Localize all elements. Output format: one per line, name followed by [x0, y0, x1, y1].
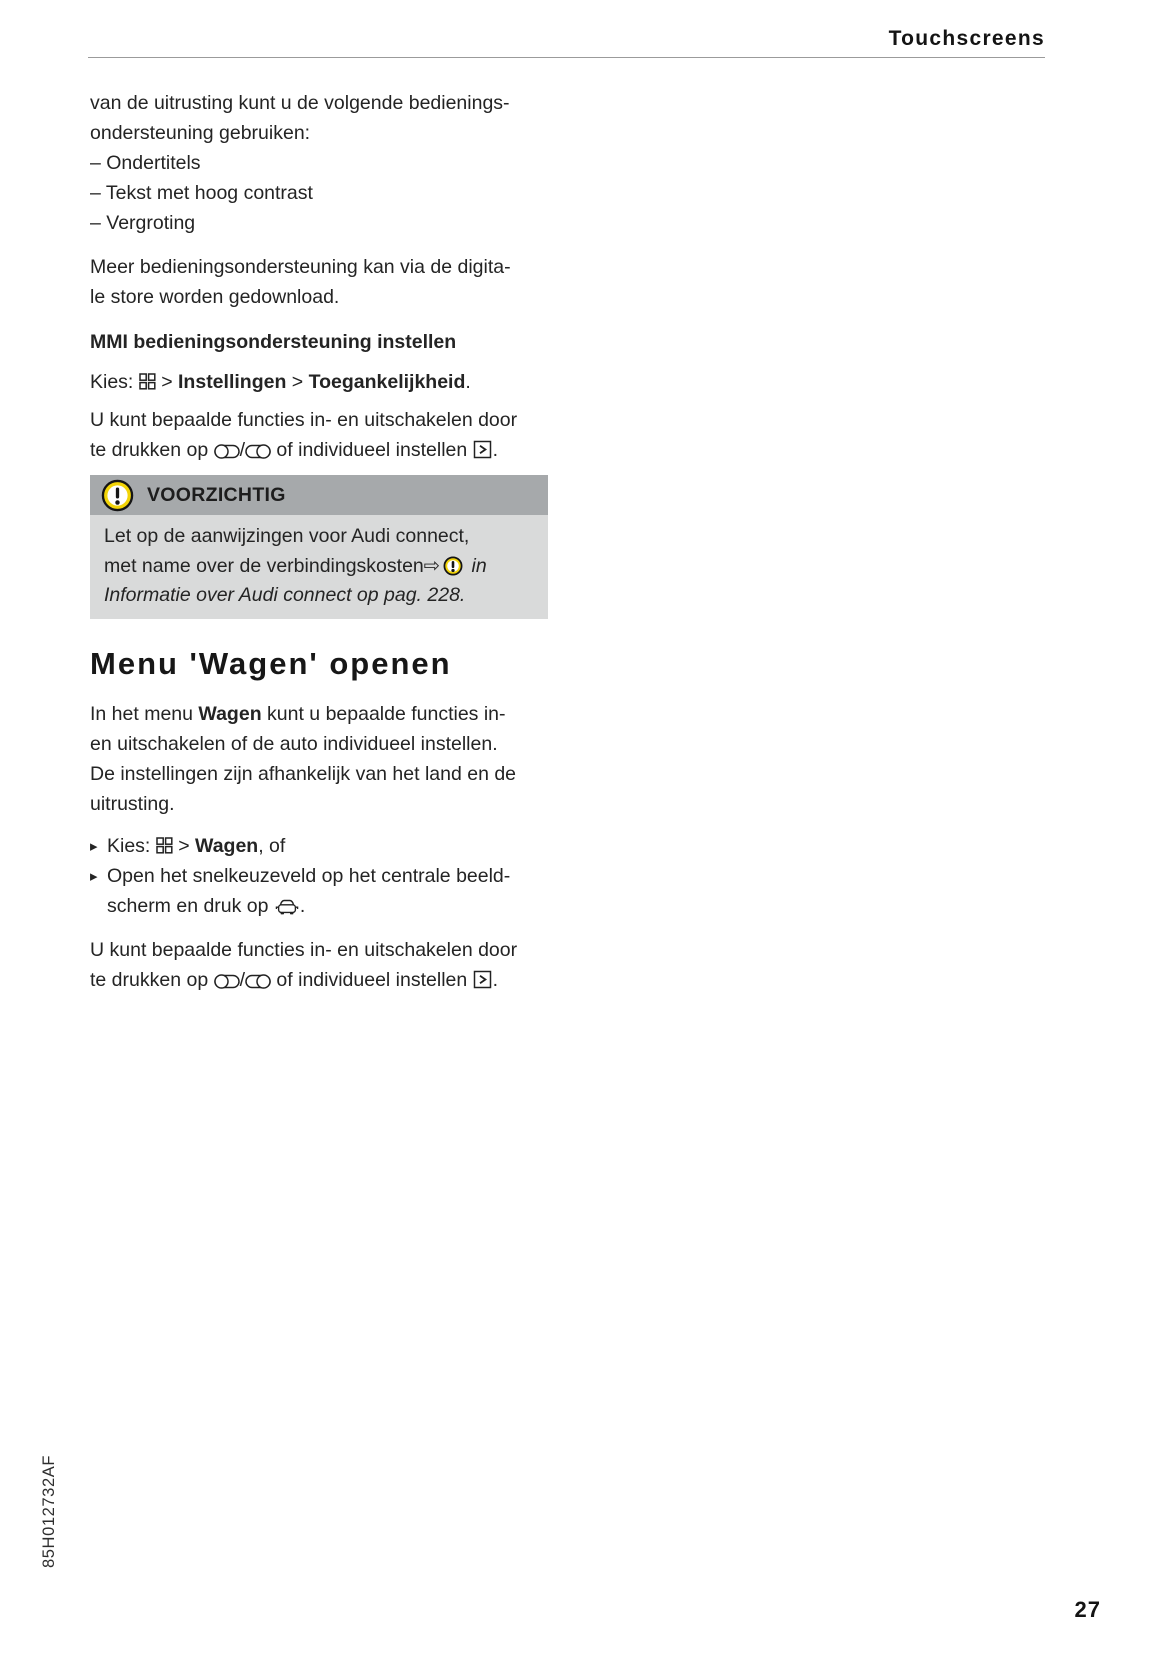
text-segment: In het menu	[90, 703, 199, 725]
toggle-knob-left-icon	[214, 974, 240, 989]
body-line: U kunt bepaalde functies in- en uitschakelen door	[90, 939, 518, 961]
body-line: van de uitrusting kunt u de volgende bedienings-	[90, 92, 510, 114]
wagen-paragraph	[90, 699, 552, 819]
body-line-with-icons	[90, 965, 552, 995]
caution-header	[90, 475, 548, 515]
section-heading-wagen: Menu 'Wagen' openen	[90, 646, 452, 681]
download-paragraph	[90, 252, 552, 312]
kies-instruction	[90, 367, 552, 397]
period: .	[299, 895, 306, 917]
page-number: 27	[1074, 1597, 1101, 1622]
action-list	[90, 831, 552, 921]
chevron-box-icon	[473, 440, 493, 460]
chevron-box-icon	[473, 970, 493, 990]
menu-grid-icon	[139, 373, 156, 390]
slash: /	[239, 969, 246, 991]
menu-grid-icon	[156, 837, 173, 854]
text-segment: Kies:	[107, 835, 156, 857]
toggle-knob-left-icon	[214, 444, 240, 459]
body-line-with-icons	[107, 831, 552, 861]
toggle-knob-right-icon	[245, 444, 271, 459]
body-line: en uitschakelen of de auto individueel instellen.	[90, 733, 498, 755]
header-divider	[88, 57, 1045, 58]
triangle-bullet-icon: ▸	[90, 837, 98, 855]
reference-text: in	[466, 555, 487, 577]
body-line	[90, 699, 552, 729]
kies-prefix: Kies:	[90, 371, 139, 393]
caution-line: Let op de aanwijzingen voor Audi connect,	[104, 525, 470, 547]
caution-line-with-ref	[104, 551, 534, 581]
body-line-with-icons	[90, 435, 552, 465]
separator: >	[172, 835, 196, 857]
menu-item-instellingen: Instellingen	[178, 371, 287, 393]
menu-name-wagen: Wagen	[198, 703, 262, 725]
document-code: 85H012732AF	[40, 1454, 58, 1568]
body-line: uitrusting.	[90, 793, 175, 815]
body-line: ondersteuning gebruiken:	[90, 122, 311, 144]
menu-item-wagen: Wagen	[195, 835, 259, 857]
period: .	[492, 969, 499, 991]
main-column	[90, 88, 552, 995]
body-line-with-icons	[107, 891, 552, 921]
list-item: – Tekst met hoog contrast	[90, 182, 313, 204]
text-segment: scherm en druk op	[107, 895, 274, 917]
action-item-kies	[90, 831, 552, 861]
page-title: Touchscreens	[888, 27, 1045, 50]
menu-item-toegankelijkheid: Toegankelijkheid	[308, 371, 466, 393]
text-segment: met name over de verbindingskosten	[104, 555, 424, 577]
separator: >	[155, 371, 179, 393]
body-line: Open het snelkeuzeveld op het centrale beeld-	[107, 865, 511, 887]
body-line: le store worden gedownload.	[90, 286, 340, 308]
toggle-knob-right-icon	[245, 974, 271, 989]
warning-icon	[101, 479, 134, 512]
caution-box	[90, 475, 548, 619]
text-segment: of individueel instellen	[271, 439, 473, 461]
reference-arrow: ⇨	[423, 554, 441, 577]
car-front-icon	[275, 898, 299, 915]
list-item: – Ondertitels	[90, 152, 201, 174]
caution-reference-line: Informatie over Audi connect op pag. 228.	[104, 584, 466, 606]
text-segment: of individueel instellen	[271, 969, 473, 991]
body-line: U kunt bepaalde functies in- en uitschakelen door	[90, 409, 518, 431]
toggle-paragraph-2	[90, 935, 552, 995]
caution-title: VOORZICHTIG	[147, 484, 286, 506]
caution-body	[90, 515, 548, 619]
warning-icon-small	[443, 556, 463, 576]
action-item-snelkeuzeveld	[90, 861, 552, 921]
body-line: De instellingen zijn afhankelijk van het land en de	[90, 763, 517, 785]
separator: >	[286, 371, 309, 393]
list-item: – Vergroting	[90, 212, 196, 234]
text-segment: kunt u bepaalde functies in-	[261, 703, 506, 725]
text-segment: te drukken op	[90, 439, 214, 461]
slash: /	[239, 439, 246, 461]
text-segment: , of	[258, 835, 286, 857]
period: .	[492, 439, 499, 461]
body-line: Meer bedieningsondersteuning kan via de digita-	[90, 256, 511, 278]
toggle-paragraph	[90, 405, 552, 465]
section-heading-mmi: MMI bedieningsondersteuning instellen	[90, 331, 457, 353]
text-segment: te drukken op	[90, 969, 214, 991]
period: .	[465, 371, 471, 393]
triangle-bullet-icon: ▸	[90, 867, 98, 885]
intro-paragraph	[90, 88, 552, 238]
